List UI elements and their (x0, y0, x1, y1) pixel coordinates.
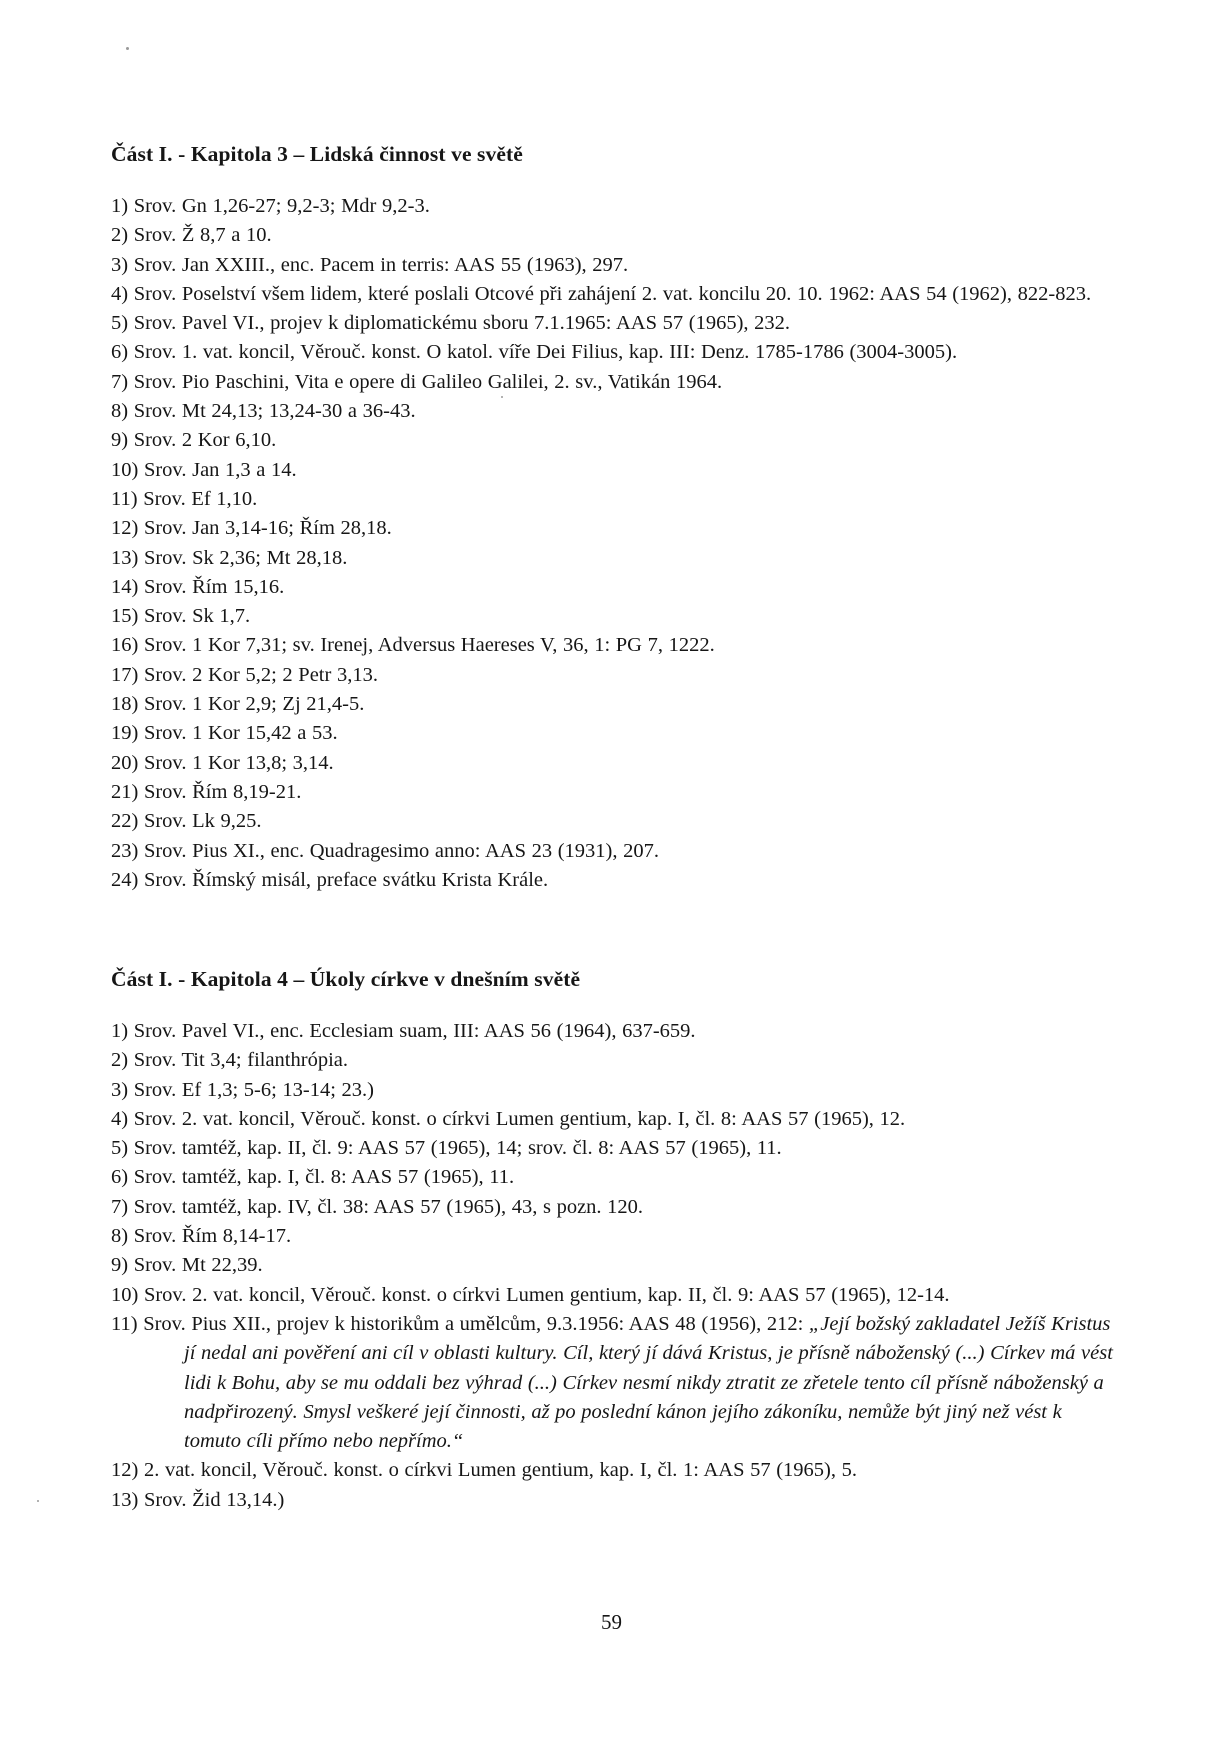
note-item: 2) Srov. Ž 8,7 a 10. (111, 224, 272, 247)
section-heading: Část I. - Kapitola 3 – Lidská činnost ve světě (111, 142, 523, 166)
note-item: 6) Srov. tamtéž, kap. I, čl. 8: AAS 57 (1965), 11. (111, 1166, 515, 1189)
note-item: 23) Srov. Pius XI., enc. Quadragesimo anno: AAS 23 (1931), 207. (111, 839, 659, 862)
note-item: 13) Srov. Sk 2,36; Mt 28,18. (111, 546, 348, 569)
note-item: 1) Srov. Gn 1,26-27; 9,2-3; Mdr 9,2-3. (111, 195, 430, 217)
note-item: 17) Srov. 2 Kor 5,2; 2 Petr 3,13. (111, 663, 378, 686)
note-quote: „Její božský zakladatel Ježíš Kristus jí nedal ani pověření ani cíl v oblasti kultury. Cíl, který jí dává Kristus, je přísně náboženský (...) Církev má vést lidi k Bohu, aby se mu oddali bez výhrad (...) Církev nesmí nikdy ztratit ze zřetele tento cíl přísně náboženský a nadpřirozený. Smysl veškeré její činnosti, až po poslední kánon jejího zákoníku, nemůže být jiný než vést k tomuto cíli přímo nebo nepřímo.“ (184, 1312, 1113, 1453)
note-item: 13) Srov. Žid 13,14.) (111, 1488, 285, 1511)
note-item: 18) Srov. 1 Kor 2,9; Zj 21,4-5. (111, 693, 365, 716)
section-chapter-4 (111, 965, 1121, 1515)
note-item: 5) Srov. Pavel VI., projev k diplomatickému sboru 7.1.1965: AAS 57 (1965), 232. (111, 312, 791, 335)
note-item: 7) Srov. Pio Paschini, Vita e opere di Galileo Galilei, 2. sv., Vatikán 1964. (111, 370, 723, 393)
note-item: 15) Srov. Sk 1,7. (111, 605, 251, 628)
notes-list (111, 192, 1121, 895)
note-item: 5) Srov. tamtéž, kap. II, čl. 9: AAS 57 (1965), 14; srov. čl. 8: AAS 57 (1965), 11. (111, 1137, 782, 1160)
note-item: 24) Srov. Římský misál, preface svátku Krista Krále. (111, 868, 549, 891)
section-chapter-3 (111, 140, 1121, 895)
note-item-with-quote (111, 1310, 1121, 1456)
note-item: 9) Srov. 2 Kor 6,10. (111, 429, 277, 452)
note-item: 20) Srov. 1 Kor 13,8; 3,14. (111, 751, 334, 774)
note-item: 22) Srov. Lk 9,25. (111, 810, 262, 833)
note-item: 3) Srov. Ef 1,3; 5-6; 13-14; 23.) (111, 1078, 375, 1101)
note-item: 4) Srov. Poselství všem lidem, které poslali Otcové při zahájení 2. vat. koncilu 20. 10. 1962: AAS 54 (1962), 822-823. (111, 282, 1092, 305)
note-item: 10) Srov. 2. vat. koncil, Věrouč. konst. o církvi Lumen gentium, kap. II, čl. 9: AAS 57 (1965), 12-14. (111, 1283, 950, 1306)
notes-list (111, 1017, 1121, 1515)
note-item: 19) Srov. 1 Kor 15,42 a 53. (111, 722, 338, 745)
note-item: 3) Srov. Jan XXIII., enc. Pacem in terris: AAS 55 (1963), 297. (111, 253, 629, 276)
note-item: 11) Srov. Ef 1,10. (111, 487, 258, 510)
note-item: 8) Srov. Mt 24,13; 13,24-30 a 36-43. (111, 400, 416, 423)
section-heading: Část I. - Kapitola 4 – Úkoly církve v dnešním světě (111, 967, 581, 991)
note-item: 14) Srov. Řím 15,16. (111, 575, 285, 598)
note-text: 11) Srov. Pius XII., projev k historikům a umělcům, 9.3.1956: AAS 48 (1956), 212: (111, 1312, 809, 1335)
note-item: 9) Srov. Mt 22,39. (111, 1254, 263, 1277)
note-item: 12) 2. vat. koncil, Věrouč. konst. o církvi Lumen gentium, kap. I, čl. 1: AAS 57 (1965), 5. (111, 1459, 858, 1482)
scan-speck (126, 47, 129, 50)
note-item: 16) Srov. 1 Kor 7,31; sv. Irenej, Adversus Haereses V, 36, 1: PG 7, 1222. (111, 634, 715, 657)
note-item: 6) Srov. 1. vat. koncil, Věrouč. konst. O katol. víře Dei Filius, kap. III: Denz. 1785-1786 (3004-3005). (111, 341, 958, 364)
note-item: 8) Srov. Řím 8,14-17. (111, 1225, 292, 1248)
note-item: 1) Srov. Pavel VI., enc. Ecclesiam suam, III: AAS 56 (1964), 637-659. (111, 1020, 696, 1042)
note-item: 21) Srov. Řím 8,19-21. (111, 780, 302, 803)
note-item: 7) Srov. tamtéž, kap. IV, čl. 38: AAS 57 (1965), 43, s pozn. 120. (111, 1195, 644, 1218)
note-item: 4) Srov. 2. vat. koncil, Věrouč. konst. o církvi Lumen gentium, kap. I, čl. 8: AAS 57 (1965), 12. (111, 1107, 906, 1130)
scan-speck (37, 1500, 39, 1502)
note-item: 12) Srov. Jan 3,14-16; Řím 28,18. (111, 517, 392, 540)
note-item: 10) Srov. Jan 1,3 a 14. (111, 458, 297, 481)
note-item: 2) Srov. Tit 3,4; filanthrópia. (111, 1049, 348, 1072)
page-number: 59 (601, 1610, 622, 1634)
